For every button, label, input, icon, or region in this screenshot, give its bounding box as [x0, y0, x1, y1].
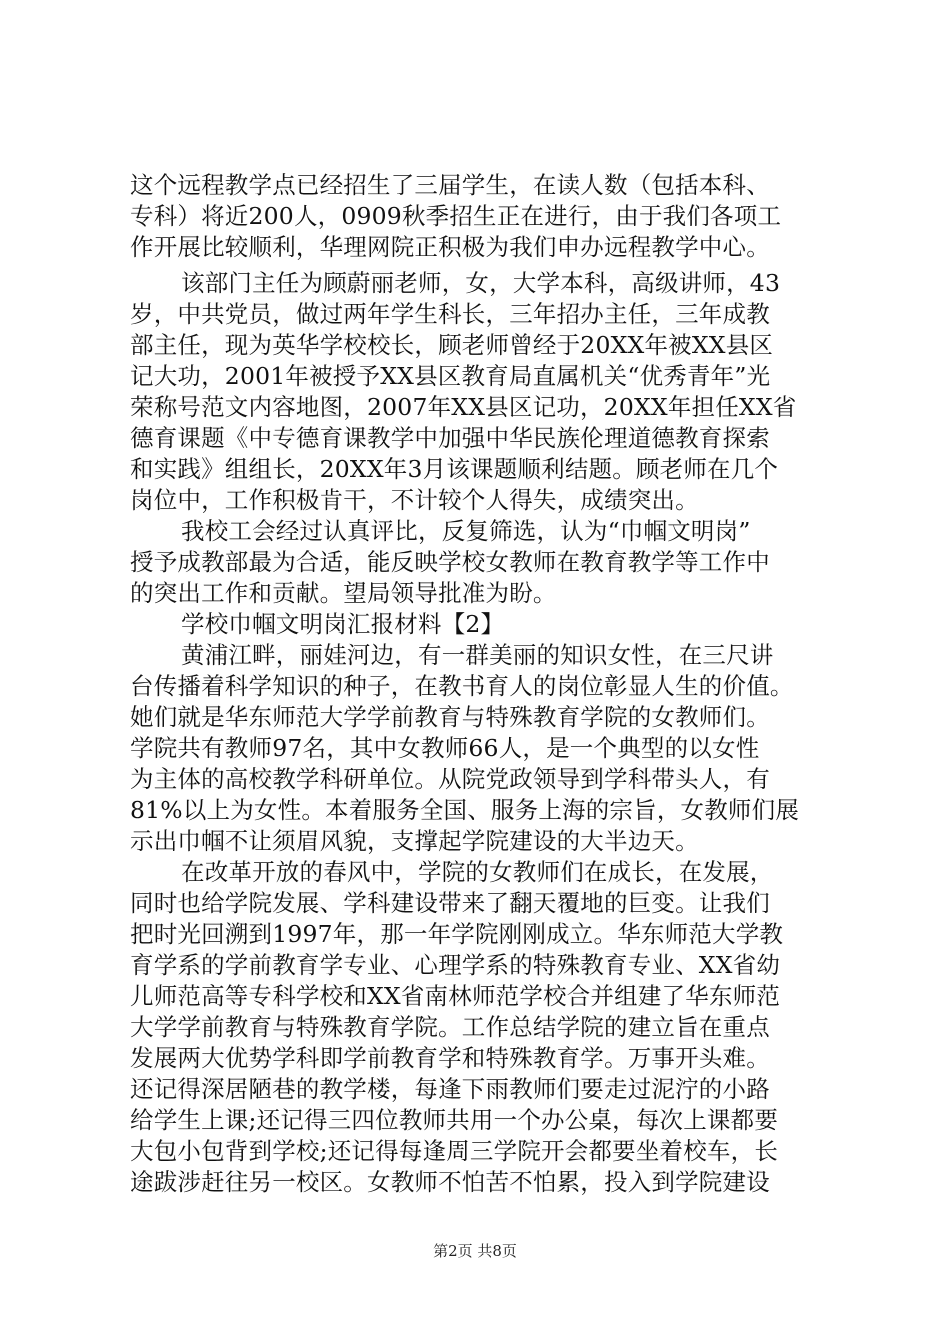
text-line: 学院共有教师97名，其中女教师66人，是一个典型的以女性 — [130, 734, 760, 762]
text-line: 授予成教部最为合适，能反映学校女教师在教育教学等工作中 — [130, 548, 770, 576]
page-number-footer: 第2页 共8页 — [433, 1242, 517, 1260]
text-line: 荣称号范文内容地图，2007年XX县区记功，20XX年担任XX省 — [130, 393, 797, 421]
text-line: 岁，中共党员，做过两年学生科长，三年招办主任，三年成教 — [130, 300, 770, 328]
text-line: 我校工会经过认真评比，反复筛选，认为“巾帼文明岗” — [181, 517, 751, 545]
text-line: 的突出工作和贡献。望局领导批准为盼。 — [130, 579, 557, 607]
text-line: 发展两大优势学科即学前教育学和特殊教育学。万事开头难。 — [130, 1044, 770, 1072]
section-heading: 学校巾帼文明岗汇报材料【2】 — [181, 610, 505, 638]
text-line: 示出巾帼不让须眉风貌，支撑起学院建设的大半边天。 — [130, 827, 699, 855]
text-line: 部主任，现为英华学校校长，顾老师曾经于20XX年被XX县区 — [130, 331, 774, 359]
text-line: 大包小包背到学校;还记得每逢周三学院开会都要坐着校车，长 — [130, 1137, 779, 1165]
text-line: 这个远程教学点已经招生了三届学生，在读人数（包括本科、 — [130, 171, 770, 199]
text-line: 大学学前教育与特殊教育学院。工作总结学院的建立旨在重点 — [130, 1013, 770, 1041]
text-line: 作开展比较顺利，华理网院正积极为我们申办远程教学中心。 — [130, 233, 770, 261]
text-line: 专科）将近200人，0909秋季招生正在进行，由于我们各项工 — [130, 202, 782, 230]
text-line: 她们就是华东师范大学学前教育与特殊教育学院的女教师们。 — [130, 703, 770, 731]
text-line: 德育课题《中专德育课教学中加强中华民族伦理道德教育探索 — [130, 424, 770, 452]
text-line: 儿师范高等专科学校和XX省南林师范学校合并组建了华东师范 — [130, 982, 781, 1010]
text-line: 给学生上课;还记得三四位教师共用一个办公桌，每次上课都要 — [130, 1106, 779, 1134]
text-line: 81%以上为女性。本着服务全国、服务上海的宗旨，女教师们展 — [130, 796, 800, 824]
text-line: 该部门主任为顾蔚丽老师，女，大学本科，高级讲师，43 — [181, 269, 781, 297]
text-line: 在改革开放的春风中，学院的女教师们在成长，在发展， — [181, 858, 774, 886]
text-line: 把时光回溯到1997年，那一年学院刚刚成立。华东师范大学教 — [130, 920, 784, 948]
text-line: 黄浦江畔，丽娃河边，有一群美丽的知识女性，在三尺讲 — [181, 641, 774, 669]
text-line: 和实践》组组长，20XX年3月该课题顺利结题。顾老师在几个 — [130, 455, 779, 483]
text-line: 台传播着科学知识的种子，在教书育人的岗位彰显人生的价值。 — [130, 672, 794, 700]
text-line: 记大功，2001年被授予XX县区教育局直属机关“优秀青年”光 — [130, 362, 771, 390]
text-line: 同时也给学院发展、学科建设带来了翻天覆地的巨变。让我们 — [130, 889, 770, 917]
text-line: 还记得深居陋巷的教学楼，每逢下雨教师们要走过泥泞的小路 — [130, 1075, 770, 1103]
text-line: 育学系的学前教育学专业、心理学系的特殊教育专业、XX省幼 — [130, 951, 781, 979]
text-line: 为主体的高校教学科研单位。从院党政领导到学科带头人，有 — [130, 765, 770, 793]
text-line: 岗位中，工作积极肯干，不计较个人得失，成绩突出。 — [130, 486, 699, 514]
text-line: 途跋涉赶往另一校区。女教师不怕苦不怕累，投入到学院建设 — [130, 1168, 770, 1196]
